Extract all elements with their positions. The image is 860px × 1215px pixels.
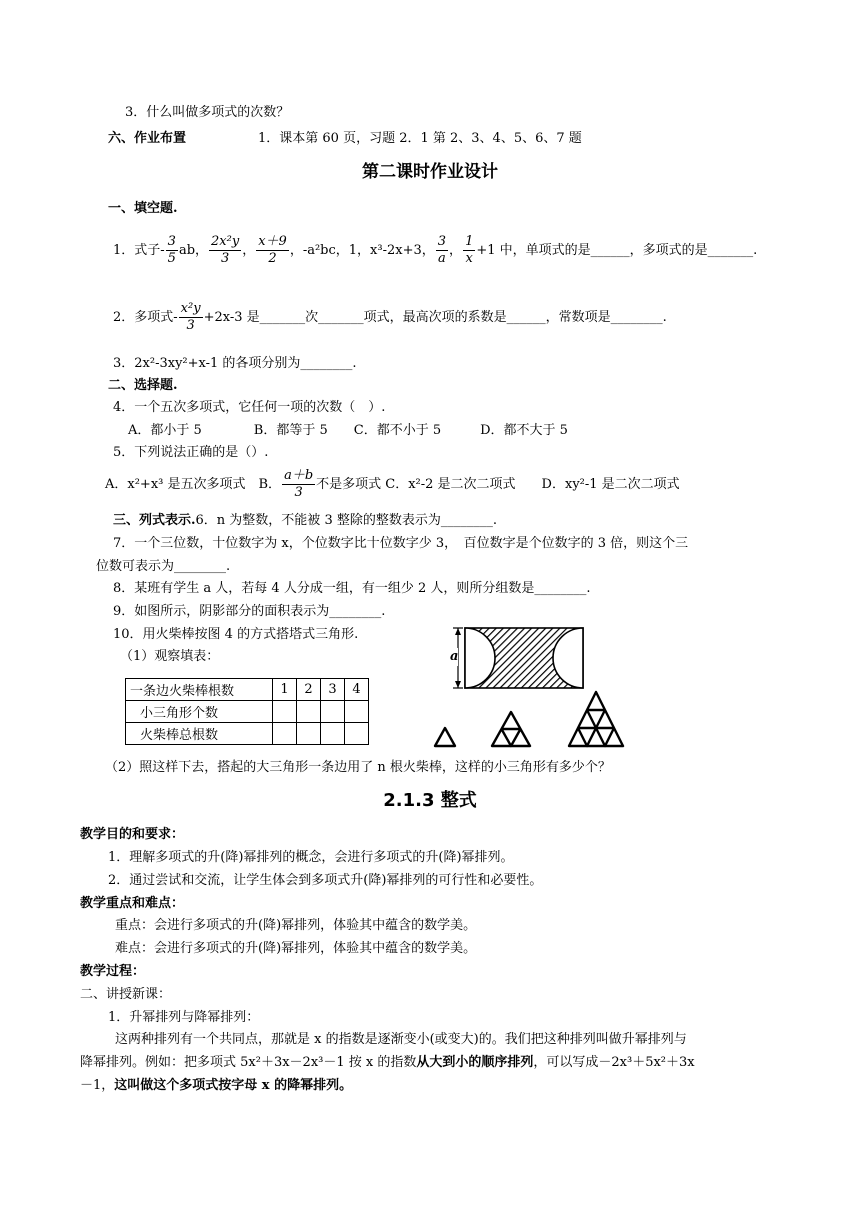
table-cell[interactable] <box>321 723 345 745</box>
q1-text-3: ，-a²bc，1，x³-2x+3， <box>289 243 435 258</box>
fraction-3-5: $\frac{3}{5}$ <box>167 234 176 266</box>
table-col-3: 3 <box>321 679 345 701</box>
key-points-heading: 教学重点和难点： <box>80 896 185 911</box>
matchstick-triangles-figure <box>430 688 630 750</box>
q1-text-5: +1 中，单项式的是______，多项式的是_______. <box>476 243 758 258</box>
q5-options-rest: 不是多项式 C．x²-2 是二次二项式 D．xy²-1 是二次二项式 <box>316 477 680 492</box>
q1-text-4: ， <box>449 243 463 258</box>
figure-label-a: a <box>450 649 459 664</box>
paragraph-line-3 <box>80 1077 352 1095</box>
homework-label: 六、作业布置 <box>108 131 187 146</box>
paragraph-line-1: 这两种排列有一个共同点，那就是 x 的指数是逐渐变小(或变大)的。我们把这种排列叫做升幂排列与 <box>115 1032 687 1047</box>
expression-heading: 三、列式表示. <box>113 513 196 528</box>
paragraph-emphasis: 从大到小的顺序排列 <box>416 1055 534 1070</box>
question-8: 8．某班有学生 a 人，若每 4 人分成一组，有一组少 2 人，则所分组数是________. <box>113 581 591 596</box>
paragraph-text: －1， <box>80 1078 115 1093</box>
q2-prefix: 2．多项式- <box>113 310 178 325</box>
question-1 <box>113 226 757 276</box>
table-cell[interactable] <box>321 701 345 723</box>
section-title-integral-expression: 2.1.3 整式 <box>383 790 477 811</box>
process-subheading: 1．升幂排列与降幂排列： <box>108 1010 260 1025</box>
table-row-label: 火柴棒总根数 <box>126 723 273 745</box>
table-header-cell: 一条边火柴棒根数 <box>126 679 273 701</box>
question-5-options <box>105 462 680 508</box>
question-3: 3．2x²-3xy²+x-1 的各项分别为________. <box>113 356 357 371</box>
key-point: 重点：会进行多项式的升(降)幂排列，体验其中蕴含的数学美。 <box>115 918 477 933</box>
teaching-goal-1: 1．理解多项式的升(降)幂排列的概念，会进行多项式的升(降)幂排列。 <box>108 850 514 865</box>
fraction-x9-2: $\frac{x+9}{2}$ <box>258 234 287 266</box>
question-6 <box>113 512 497 530</box>
fraction-ab-3: $\frac{a+b}{3}$ <box>284 468 314 500</box>
q6-text: 6．n 为整数，不能被 3 整除的整数表示为________. <box>195 513 497 528</box>
question-9: 9．如图所示，阴影部分的面积表示为________. <box>113 604 386 619</box>
table-row-label: 小三角形个数 <box>126 701 273 723</box>
table-row <box>126 679 369 701</box>
table-cell[interactable] <box>297 723 321 745</box>
question-5: 5．下列说法正确的是（）. <box>113 445 269 460</box>
fraction-3-a: $\frac{3}{a}$ <box>437 234 447 266</box>
observation-table <box>125 678 369 745</box>
paragraph-text: 降幂排列。例如：把多项式 5x²＋3x－2x³－1 按 x 的指数 <box>80 1055 417 1070</box>
table-cell[interactable] <box>273 723 297 745</box>
question-4: 4．一个五次多项式，它任何一项的次数（ ）. <box>113 400 386 415</box>
table-col-1: 1 <box>273 679 297 701</box>
paragraph-line-2 <box>80 1054 695 1072</box>
fraction-1-x: $\frac{1}{x}$ <box>465 234 474 266</box>
difficult-point: 难点：会进行多项式的升(降)幂排列，体验其中蕴含的数学美。 <box>115 941 477 956</box>
shaded-area-figure <box>445 622 595 694</box>
section-title-second-lesson: 第二课时作业设计 <box>362 162 498 182</box>
q1-text-2: ， <box>242 243 256 258</box>
table-row <box>126 723 369 745</box>
table-cell[interactable] <box>273 701 297 723</box>
question-10-part-1: （1）观察填表： <box>120 649 220 664</box>
question-2 <box>113 293 667 343</box>
table-cell[interactable] <box>345 723 369 745</box>
table-cell[interactable] <box>297 701 321 723</box>
paragraph-text: ，可以写成－2x³＋5x²＋3x <box>533 1055 695 1070</box>
question-4-options: A．都小于 5 B．都等于 5 C．都不小于 5 D．都不大于 5 <box>128 423 568 438</box>
teaching-process-heading: 教学过程： <box>80 964 146 979</box>
choice-heading: 二、选择题. <box>108 378 178 393</box>
question-10: 10．用火柴棒按图 4 的方式搭塔式三角形. <box>113 627 359 642</box>
fraction-x2y-3: $\frac{\text{x²y}}{3}$ <box>180 301 201 333</box>
q2-text: +2x-3 是_______次_______项式，最高次项的系数是______，常数项是________. <box>203 310 667 325</box>
q1-text-1: ab， <box>178 243 209 258</box>
teaching-goal-2: 2．通过尝试和交流，让学生体会到多项式升(降)幂排列的可行性和必要性。 <box>108 873 543 888</box>
fill-in-heading: 一、填空题. <box>108 201 178 216</box>
homework-text: 1．课本第 60 页，习题 2．1 第 2、3、4、5、6、7 题 <box>258 131 582 146</box>
q5-option-a: A．x²+x³ 是五次多项式 B． <box>105 477 282 492</box>
process-step: 二、讲授新课： <box>80 987 172 1002</box>
table-col-4: 4 <box>345 679 369 701</box>
fraction-2x2y-3: $\frac{\text{2x²y}}{3}$ <box>211 234 240 266</box>
table-row <box>126 701 369 723</box>
teaching-goals-heading: 教学目的和要求： <box>80 827 185 842</box>
question-7-line-2: 位数可表示为________. <box>96 559 231 574</box>
question-7-line-1: 7．一个三位数，十位数字为 x，个位数字比十位数字少 3， 百位数字是个位数字的 3 倍，则这个三 <box>113 536 689 551</box>
question-3-top: 3．什么叫做多项式的次数？ <box>125 105 290 120</box>
paragraph-emphasis: 这叫做这个多项式按字母 x 的降幂排列。 <box>114 1078 353 1093</box>
question-10-part-2: （2）照这样下去，搭起的大三角形一条边用了 n 根火柴棒，这样的小三角形有多少个？ <box>105 760 611 775</box>
table-cell[interactable] <box>345 701 369 723</box>
table-col-2: 2 <box>297 679 321 701</box>
q1-prefix: 1．式子- <box>113 243 165 258</box>
